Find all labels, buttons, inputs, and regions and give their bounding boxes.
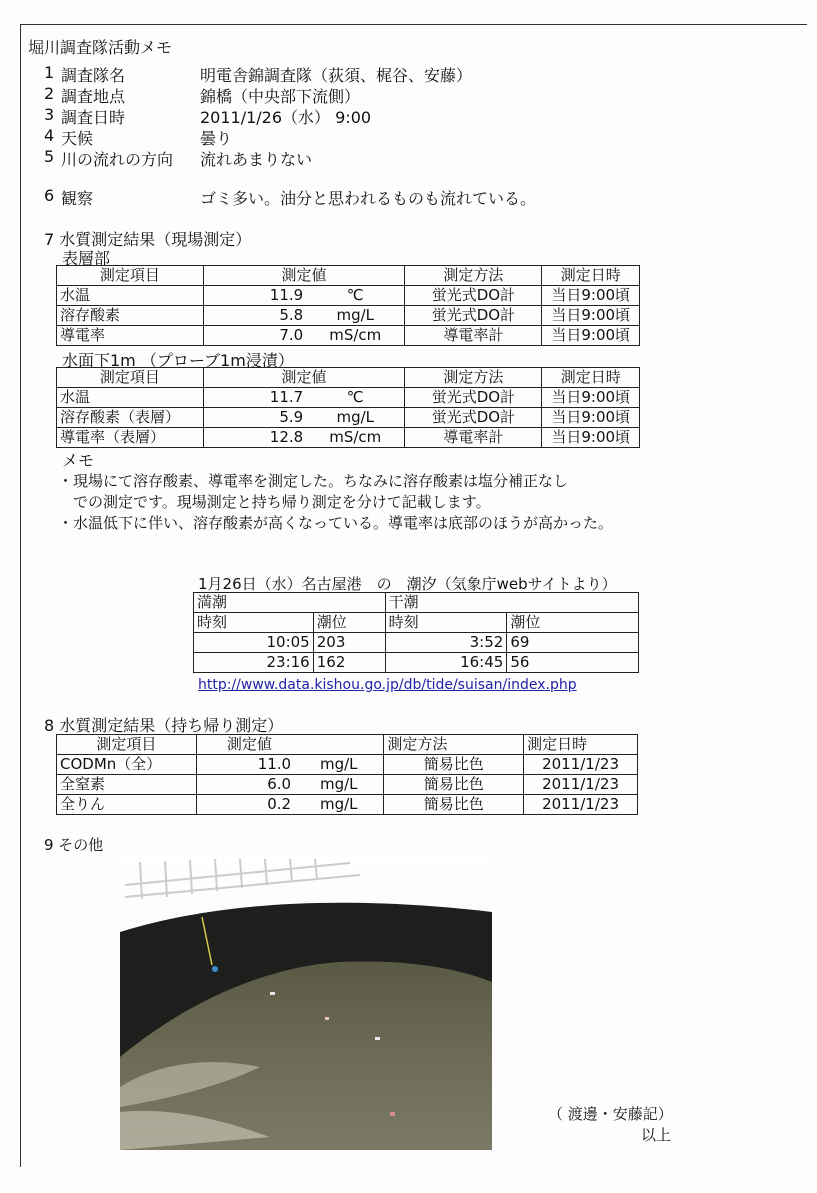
item-cell: 導電率 — [57, 326, 204, 346]
low-level-cell: 69 — [507, 633, 639, 653]
info-value: 流れあまりない — [200, 150, 313, 169]
item-cell: 水温 — [57, 388, 204, 408]
method-cell: 簡易比色 — [384, 755, 524, 775]
time-cell: 当日9:00頃 — [542, 326, 640, 346]
time-cell: 当日9:00頃 — [542, 306, 640, 326]
unit-cell: mg/L — [294, 755, 384, 775]
header-cell: 測定項目 — [57, 266, 204, 286]
item-cell: 水温 — [57, 286, 204, 306]
date-cell: 2011/1/23 — [524, 755, 638, 775]
deep-table — [56, 367, 640, 448]
memo-line: ・現場にて溶存酸素、導電率を測定した。ちなみに溶存酸素は塩分補正なし — [58, 472, 569, 490]
header-cell: 測定値 — [196, 735, 384, 755]
value-cell: 5.9 — [203, 408, 306, 428]
header-cell: 測定項目 — [57, 735, 197, 755]
river-photo — [120, 857, 492, 1150]
deep-subtitle: 水面下1m （プローブ1m浸漬） — [62, 351, 294, 370]
header-cell: 測定日時 — [542, 368, 640, 388]
item-cell: CODMn（全） — [57, 755, 197, 775]
info-value: 2011/1/26（水） 9:00 — [200, 108, 372, 127]
value-cell: 6.0 — [196, 775, 294, 795]
table-row — [57, 795, 638, 815]
method-cell: 蛍光式DO計 — [405, 408, 542, 428]
info-num: 5 — [44, 147, 55, 166]
memo-line: ・水温低下に伴い、溶存酸素が高くなっている。導電率は底部のほうが高かった。 — [58, 514, 614, 532]
low-time-cell: 3:52 — [385, 633, 507, 653]
method-cell: 導電率計 — [405, 326, 542, 346]
header-cell: 測定方法 — [384, 735, 524, 755]
low-time-cell: 16:45 — [385, 653, 507, 673]
item-cell: 溶存酸素 — [57, 306, 204, 326]
table-row — [57, 755, 638, 775]
info-value: 曇り — [200, 129, 233, 148]
unit-cell: mS/cm — [306, 326, 405, 346]
memo-line: での測定です。現場測定と持ち帰り測定を分けて記載します。 — [58, 493, 491, 511]
header-cell: 測定日時 — [542, 266, 640, 286]
signature-end: 以上 — [641, 1126, 672, 1144]
info-value: 明電舎錦調査隊（荻須、梶谷、安藤） — [200, 66, 473, 85]
table-row — [57, 388, 640, 408]
low-tide-label: 干潮 — [385, 593, 638, 613]
high-tide-label: 満潮 — [194, 593, 386, 613]
table-header-row — [57, 368, 640, 388]
section8-heading: 8 水質測定結果（持ち帰り測定） — [44, 716, 284, 735]
table-row — [57, 306, 640, 326]
method-cell: 導電率計 — [405, 428, 542, 448]
surface-subtitle: 表層部 — [62, 249, 111, 268]
header-cell: 測定方法 — [405, 368, 542, 388]
time-label: 時刻 — [385, 613, 507, 633]
info-num: 2 — [44, 84, 55, 103]
high-level-cell: 162 — [313, 653, 385, 673]
section7-heading: 7 水質測定結果（現場測定） — [44, 230, 252, 249]
observation-label: 観察 — [61, 189, 94, 208]
value-cell: 5.8 — [203, 306, 306, 326]
takehome-table — [56, 734, 638, 815]
tide-table — [193, 592, 639, 673]
item-cell: 全窒素 — [57, 775, 197, 795]
time-label: 時刻 — [194, 613, 314, 633]
date-cell: 2011/1/23 — [524, 775, 638, 795]
info-label: 調査地点 — [61, 87, 126, 106]
memo-label: メモ — [62, 451, 95, 470]
tide-subheader-row — [194, 613, 639, 633]
low-level-cell: 56 — [507, 653, 639, 673]
unit-cell: mg/L — [294, 795, 384, 815]
info-label: 調査日時 — [61, 108, 126, 127]
time-cell: 当日9:00頃 — [542, 428, 640, 448]
header-cell: 測定項目 — [57, 368, 204, 388]
table-header-row — [57, 735, 638, 755]
tide-title: 1月26日（水）名古屋港 の 潮汐（気象庁webサイトより） — [198, 575, 617, 593]
signature-author: （ 渡邊・安藤記） — [548, 1105, 673, 1123]
method-cell: 蛍光式DO計 — [405, 388, 542, 408]
info-num: 4 — [44, 126, 55, 145]
info-label: 川の流れの方向 — [61, 150, 174, 169]
observation-num: 6 — [44, 186, 55, 205]
table-row — [57, 775, 638, 795]
item-cell: 全りん — [57, 795, 197, 815]
level-label: 潮位 — [313, 613, 385, 633]
tide-source-link[interactable]: http://www.data.kishou.go.jp/db/tide/suisan/index.php — [198, 677, 577, 693]
value-cell: 11.9 — [203, 286, 306, 306]
value-cell: 7.0 — [203, 326, 306, 346]
unit-cell: mg/L — [294, 775, 384, 795]
unit-cell: mS/cm — [306, 428, 405, 448]
table-row — [57, 428, 640, 448]
info-num: 1 — [44, 63, 55, 82]
table-row — [57, 408, 640, 428]
method-cell: 簡易比色 — [384, 795, 524, 815]
section9-heading: 9 その他 — [44, 836, 104, 854]
method-cell: 蛍光式DO計 — [405, 286, 542, 306]
info-num: 3 — [44, 105, 55, 124]
unit-cell: mg/L — [306, 306, 405, 326]
header-cell: 測定日時 — [524, 735, 638, 755]
table-row — [194, 633, 639, 653]
table-row — [57, 286, 640, 306]
item-cell: 溶存酸素（表層） — [57, 408, 204, 428]
unit-cell: ℃ — [306, 286, 405, 306]
high-time-cell: 23:16 — [194, 653, 314, 673]
value-cell: 0.2 — [196, 795, 294, 815]
time-cell: 当日9:00頃 — [542, 408, 640, 428]
info-label: 天候 — [61, 129, 94, 148]
observation-value: ゴミ多い。油分と思われるものも流れている。 — [200, 189, 537, 208]
table-row — [194, 653, 639, 673]
unit-cell: mg/L — [306, 408, 405, 428]
header-cell: 測定値 — [203, 266, 404, 286]
value-cell: 11.0 — [196, 755, 294, 775]
table-header-row — [57, 266, 640, 286]
item-cell: 導電率（表層） — [57, 428, 204, 448]
high-level-cell: 203 — [313, 633, 385, 653]
value-cell: 12.8 — [203, 428, 306, 448]
tide-header-row — [194, 593, 639, 613]
header-cell: 測定方法 — [405, 266, 542, 286]
high-time-cell: 10:05 — [194, 633, 314, 653]
surface-table — [56, 265, 640, 346]
info-value: 錦橋（中央部下流側） — [200, 87, 361, 106]
unit-cell: ℃ — [306, 388, 405, 408]
page-title: 堀川調査隊活動メモ — [28, 38, 173, 57]
time-cell: 当日9:00頃 — [542, 388, 640, 408]
value-cell: 11.7 — [203, 388, 306, 408]
table-row — [57, 326, 640, 346]
method-cell: 蛍光式DO計 — [405, 306, 542, 326]
date-cell: 2011/1/23 — [524, 795, 638, 815]
method-cell: 簡易比色 — [384, 775, 524, 795]
header-cell: 測定値 — [203, 368, 404, 388]
time-cell: 当日9:00頃 — [542, 286, 640, 306]
level-label: 潮位 — [507, 613, 639, 633]
info-label: 調査隊名 — [61, 66, 126, 85]
